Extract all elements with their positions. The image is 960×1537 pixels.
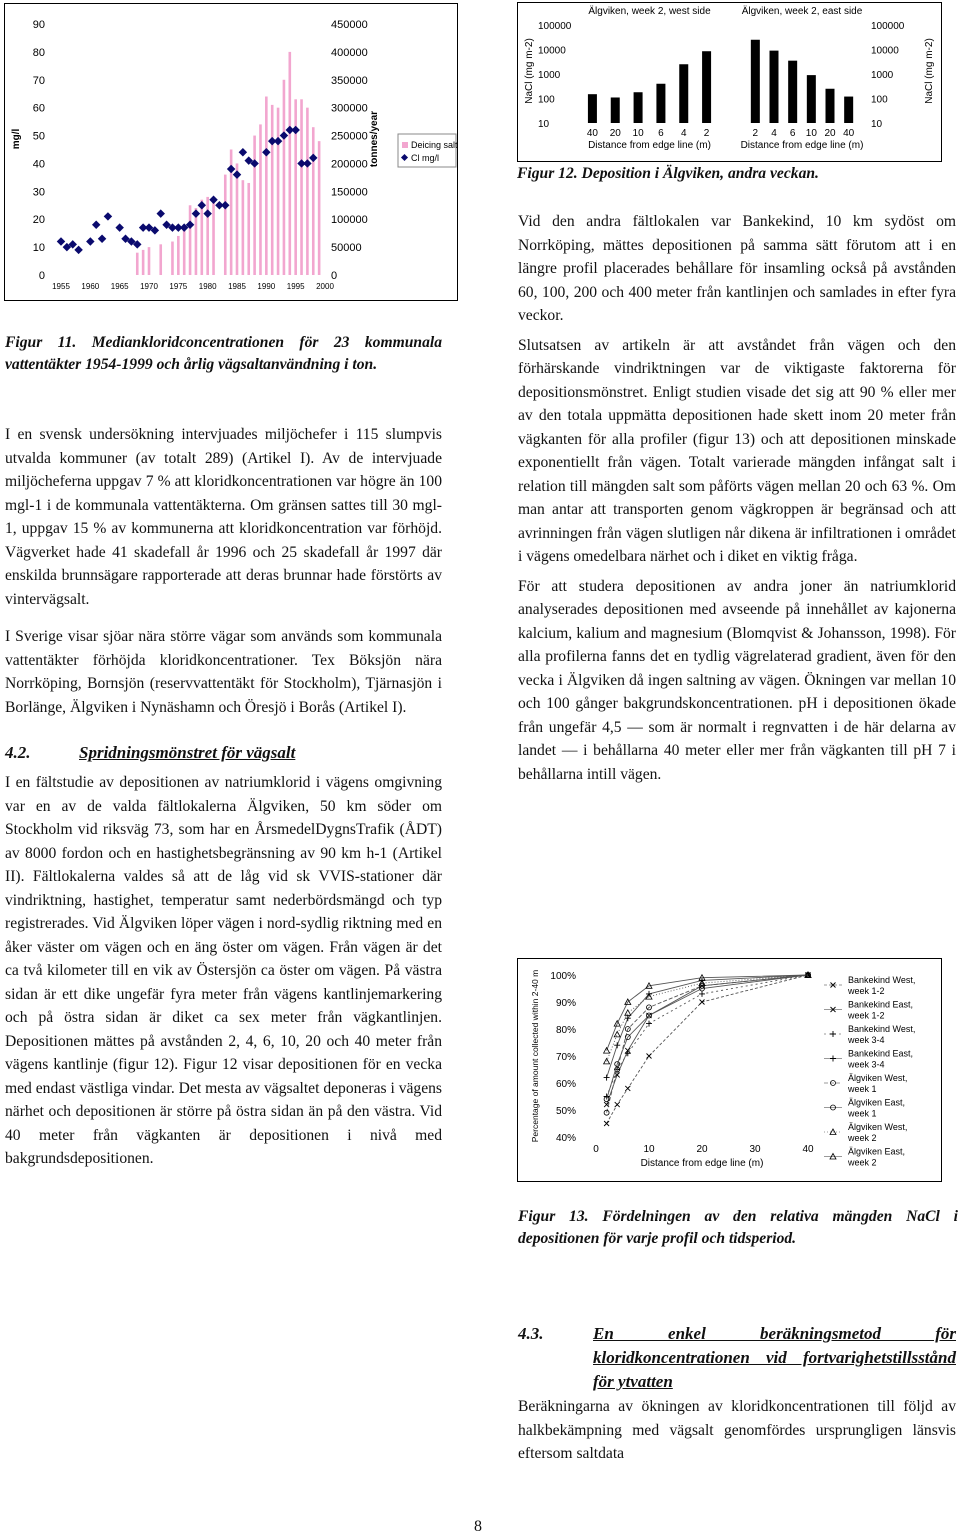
page-number: 8 <box>474 1518 482 1535</box>
fig13-legend-label: week 1-2 <box>848 1010 885 1021</box>
x-tick-label: 1960 <box>81 282 100 291</box>
cl-point <box>303 159 311 167</box>
legend-swatch-salt <box>402 142 408 148</box>
fig13-legend-label: Älgviken West, <box>848 1122 908 1132</box>
cl-point <box>203 209 211 217</box>
fig13-legend-marker <box>830 1056 836 1062</box>
cl-point <box>74 246 82 254</box>
left-tick-label: 20 <box>32 214 45 227</box>
cl-point <box>115 223 123 231</box>
x-tick-label: 1955 <box>52 282 70 291</box>
fig13-x-tick: 30 <box>749 1144 761 1155</box>
right-para-3: För att studera depositionen av andra joner än natriumklorid analyserades depositionen med avseende på innehållet av kajonerna kalcium, kalium and magnesium (Blomqvist & Johansson, 1998). För alla profilerna fanns det en tydlig vägrelaterad gradient, även för den vecka i Älgviken då ingen saltning av vägen. Ökningen var mellan 10 och 100 gånger bakgrundskoncentrationen. pH i depositionen ökade från ungefär 4,5 — som är normalt i regnvatten i de här delarna av landet — i behållarna 40 meter eller mer från vägkanten till pH 7 i behållarna intill vägen. <box>518 577 956 783</box>
salt-bar <box>201 200 204 275</box>
fig13-series-line <box>607 975 808 1105</box>
fig13-legend-label: Älgviken East, <box>848 1097 906 1108</box>
fig13-legend-label: week 3-4 <box>848 1035 885 1045</box>
heading-title: En enkel beräkningsmetod för kloridkoncentrationen vid fortvarighetstillsstånd för ytvatten <box>593 1324 956 1391</box>
cl-point <box>192 209 200 217</box>
fig12-x-tick: 40 <box>586 128 598 139</box>
salt-bar <box>277 108 280 275</box>
right-column-top <box>518 210 956 800</box>
salt-bar <box>271 105 274 275</box>
legend-label-salt: Deicing salt <box>411 140 457 150</box>
right-tick-label: 450000 <box>331 19 368 31</box>
salt-bar <box>300 99 303 275</box>
left-tick-label: 70 <box>32 74 45 87</box>
fig12-x-tick: 20 <box>609 128 621 139</box>
fig13-y-tick: 70% <box>555 1052 576 1063</box>
x-tick-label: 1970 <box>140 282 158 291</box>
left-para-1: I en svensk undersökning intervjuades miljöchefer i 115 slumpvis utvalda kommuner (av totalt 289) (Artikel I). Av de intervjuade miljöcheferna uppgav 7 % att kloridkoncentrationen var högre än 100 mgl-1 i de kommunala vattentäkterna. Om gränsen sattes till 30 mgl-1, uppgav 15 % av kommunerna att kloridkoncentration var förhöjd. Vägverket hade 41 skadefall år 1996 och 25 skadefall år 1997 där enskilda brunnsägare rapporterade att deras brunnar hade förstörts av vintervägsalt. <box>5 426 442 608</box>
fig12-bar <box>611 97 620 123</box>
fig12-left-ylabel: NaCl (mg m-2) <box>524 38 535 104</box>
fig13-y-tick: 90% <box>555 998 576 1009</box>
salt-bar <box>142 250 145 275</box>
fig11-caption: Figur 11. Mediankloridconcentrationen för 23 kommunala vattentäkter 1954-1999 och årlig vägsaltanvändning i ton. <box>5 334 442 373</box>
fig13-point <box>604 1121 609 1126</box>
fig12-x-tick: 4 <box>680 128 687 139</box>
heading-title: Spridningsmönstret för vägsalt <box>79 743 296 762</box>
x-tick-label: 1985 <box>228 282 246 291</box>
salt-bar <box>259 124 262 275</box>
fig12-caption: Figur 12. Deposition i Älgviken, andra veckan. <box>517 165 819 182</box>
fig12-x-tick: 6 <box>789 128 796 139</box>
cl-point <box>227 165 235 173</box>
right-tick-label: 350000 <box>331 74 368 87</box>
left-tick-label: 40 <box>32 158 45 171</box>
right-para-2: Slutsatsen av artikeln är att avståndet från vägen och den förhärskande vindriktningen var de viktigaste faktorerna för depositionsmönstret. Enligt studien visade det sig att 90 % eller mer av den totala uppmätta depositionen hade skett inom 20 meter från vägkanten för alla profiler (figur 13) och att depositionen minskade exponentiellt från vägen. Totalt varierade mängden infångat salt i relation till mängden salt som påförts vägen mellan 20 och 63 %. Om man antar att transporten genom vägkroppen är begränsad och att avrinningen från vägen slutligen når dikena är infiltrationen i området i vägens omedelbara närhet och i diket en viktig fråga. <box>518 336 956 565</box>
fig13-legend-label: Bankekind East, <box>848 1048 914 1059</box>
fig13-x-tick: 40 <box>802 1144 814 1155</box>
fig12-left-tick: 100000 <box>538 21 572 32</box>
salt-bar <box>253 136 256 275</box>
right-tick-label: 400000 <box>331 46 368 59</box>
salt-bar <box>283 80 286 275</box>
cl-point <box>309 154 317 162</box>
salt-bar <box>212 200 215 275</box>
cl-point <box>57 237 65 245</box>
fig13-point <box>625 1086 630 1091</box>
cl-point <box>209 195 217 203</box>
salt-bar <box>306 108 309 275</box>
salt-bar <box>206 197 209 275</box>
section-heading-4-3 <box>518 1322 956 1394</box>
fig12-bar <box>656 84 665 123</box>
fig13-legend-label: week 1 <box>848 1108 877 1119</box>
fig13-legend-label: Bankekind West, <box>848 1024 916 1034</box>
fig12-right-tick: 100 <box>871 94 888 106</box>
right-tick-label: 300000 <box>331 102 368 115</box>
fig13-y-tick: 40% <box>555 1133 576 1144</box>
right-axis-label: tonnes/year <box>369 110 380 168</box>
salt-bar <box>242 180 245 275</box>
salt-bar <box>183 225 186 275</box>
fig12-bar <box>679 64 688 123</box>
x-tick-label: 1965 <box>110 282 129 291</box>
fig13-series-line <box>607 975 808 1124</box>
cl-point <box>280 131 288 139</box>
fig11-svg <box>5 4 457 300</box>
fig12-x-tick: 6 <box>658 128 664 139</box>
fig13-y-tick: 80% <box>555 1025 576 1036</box>
left-tick-label: 90 <box>32 19 45 31</box>
fig12-x-tick: 4 <box>771 128 777 139</box>
right-tick-label: 0 <box>331 270 338 282</box>
fig13-x-tick: 20 <box>696 1144 708 1155</box>
fig13-legend-label: Älgviken West, <box>848 1073 908 1083</box>
salt-bar <box>247 183 250 275</box>
salt-bar <box>236 163 239 275</box>
fig13-legend-label: week 1 <box>848 1084 877 1094</box>
left-tick-label: 0 <box>38 270 45 282</box>
fig12-svg <box>518 3 941 161</box>
right-tick-label: 100000 <box>331 214 368 227</box>
fig13-y-tick: 60% <box>555 1079 576 1090</box>
right-tick-label: 250000 <box>331 130 368 143</box>
fig13-legend-label: week 3-4 <box>848 1059 885 1070</box>
salt-bar <box>289 52 292 275</box>
fig13-point <box>615 1102 620 1107</box>
fig12-bar <box>770 51 779 123</box>
fig12-x-tick: 40 <box>843 128 855 139</box>
x-tick-label: 1980 <box>198 282 217 291</box>
cl-point <box>98 235 106 243</box>
fig12-bar <box>634 92 643 123</box>
left-column <box>5 423 442 1185</box>
legend-label-cl: Cl mg/l <box>411 153 440 163</box>
cl-point <box>198 201 206 209</box>
fig11-chart <box>4 3 458 301</box>
fig12-x-tick: 2 <box>752 128 759 139</box>
x-tick-label: 2000 <box>316 282 334 291</box>
salt-bar <box>294 99 297 275</box>
fig13-legend-label: week 2 <box>848 1133 877 1143</box>
fig12-x-tick: 10 <box>632 128 644 139</box>
salt-bar <box>224 175 227 275</box>
fig12-x-tick: 10 <box>805 128 817 139</box>
fig13-legend-label: Bankekind West, <box>848 975 916 985</box>
fig12-bar <box>844 97 853 123</box>
fig13-legend-label: week 1-2 <box>848 986 885 996</box>
fig12-right-tick: 1000 <box>871 70 894 81</box>
fig13-point <box>604 1075 610 1081</box>
fig13-x-tick: 0 <box>593 1144 599 1155</box>
fig13-legend-label: week 2 <box>848 1157 877 1168</box>
fig13-legend-marker <box>830 1031 836 1037</box>
fig13-point <box>647 1054 652 1059</box>
cl-point <box>262 148 270 156</box>
fig13-point <box>614 1031 620 1037</box>
fig12-right-tick: 100000 <box>871 21 905 32</box>
x-tick-label: 1995 <box>286 282 305 291</box>
fig13-legend-label: Bankekind East, <box>848 999 914 1010</box>
fig12-bar <box>588 94 597 123</box>
fig12-right-ylabel: NaCl (mg m-2) <box>924 38 935 104</box>
fig12-right-tick: 10000 <box>871 45 899 57</box>
heading-number: 4.3. <box>518 1324 544 1343</box>
salt-bar <box>195 208 198 275</box>
fig13-ylabel: Percentage of amount collected within 2-40 m <box>530 969 540 1143</box>
fig12-panel-title: Älgviken, week 2, east side <box>741 6 863 17</box>
fig12-panel-title: Älgviken, week 2, west side <box>588 6 711 17</box>
cl-point <box>239 148 247 156</box>
fig13-legend-label: Älgviken East, <box>848 1146 906 1157</box>
cl-point <box>291 126 299 134</box>
fig13-xlabel: Distance from edge line (m) <box>640 1158 764 1169</box>
salt-bar <box>148 247 151 275</box>
fig13-chart <box>517 958 942 1182</box>
cl-point <box>274 137 282 145</box>
fig13-series-line <box>607 975 808 1099</box>
right-tick-label: 200000 <box>331 158 368 171</box>
fig12-left-tick: 10 <box>538 119 550 130</box>
fig12-chart <box>517 2 942 162</box>
fig12-bar <box>788 61 797 123</box>
cl-point <box>233 170 241 178</box>
cl-point <box>104 212 112 220</box>
right-para-4: Beräkningarna av ökningen av kloridkoncentrationen till följd av halkbekämpning med vägsalt genomfördes ursprungligen länsvis eftersom saltdata <box>518 1398 956 1462</box>
fig13-point <box>625 1010 631 1016</box>
fig13-caption: Figur 13. Fördelningen av den relativa mängden NaCl i depositionen för varje profil och tidsperiod. <box>518 1208 958 1247</box>
right-tick-label: 150000 <box>331 186 368 199</box>
fig13-svg <box>518 959 941 1181</box>
x-tick-label: 1990 <box>257 282 276 291</box>
left-para-2: I Sverige visar sjöar nära större vägar som används som kommunala vattentäkter förhöjda kloridkoncentrationer. Tex Böksjön nära Norrköping, Bornsjön (reservvattentäkt för Stockholm), Tjärnasjön i Borlänge, Älgviken i Nynäshamn och Öresjö i Borås (Artikel I). <box>5 628 442 716</box>
fig12-bar <box>826 89 835 123</box>
left-tick-label: 60 <box>32 102 45 115</box>
fig12-left-tick: 10000 <box>538 45 566 57</box>
right-para-1: Vid den andra fältlokalen var Bankekind, 10 km sydöst om Norrköping, mättes depositionen på samma sätt förutom att i en längre profil placerades behållare för insamling också på avstånden 60, 100, 200 och 400 meter från kantlinjen och samlades in efter fyra veckor. <box>518 213 956 324</box>
cl-point <box>92 221 100 229</box>
salt-bar <box>136 253 139 275</box>
salt-bar <box>177 236 180 275</box>
fig13-point <box>646 1021 652 1027</box>
fig13-y-tick: 100% <box>550 971 576 982</box>
fig12-bar <box>702 51 711 123</box>
salt-bar <box>189 205 192 275</box>
left-para-3: I en fältstudie av depositionen av natriumklorid i vägens omgivning var en av de valda fältlokalerna Älgviken, 50 km söder om Stockholm vid riksväg 73, som har en ÅrsmedelDygnsTrafik (ÅDT) av 8000 fordon och en hastighetsbegränsning av 90 km h-1 (Artikel II). Fältlokalerna valdes så att de låg vid sk VVIS-stationer där vindriktning, hastighet, temperatur samt nederbördsmängd och typ registrerades. Vid Älgviken löper vägen i nord-sydlig riktning med en åker väster om vägen och en äng öster om vägen. Från vägen är det ca två kilometer till en vik av Östersjön ca öster om vägen. På västra sidan är ett dike ungefär fyra meter från vägens kantlinjemarkering och på östra sidan är diket ca sex meter från vägkantlinjen. Depositionen mättes på avstånden 2, 4, 6, 10, 20 och 40 meter från vägens kantlinje (figur 12). Figur 12 visar depositionen för en vecka med endast västliga vindar. Det mesta av vägsaltet deponeras i vägens närhet och depositionen är större på östra sidan än på den västra. Vid 40 meter från vägkanten är depositionen i nivå med bakgrundsdepositionen. <box>5 774 442 1167</box>
fig12-x-tick: 20 <box>824 128 836 139</box>
fig13-series-line <box>607 975 808 1078</box>
heading-number: 4.2. <box>5 743 31 762</box>
fig12-left-tick: 100 <box>538 94 555 106</box>
salt-bar <box>312 127 315 275</box>
fig12-right-tick: 10 <box>871 119 883 130</box>
fig13-x-tick: 10 <box>643 1144 655 1155</box>
fig13-y-tick: 50% <box>555 1106 576 1117</box>
left-tick-label: 80 <box>32 46 45 59</box>
cl-point <box>156 209 164 217</box>
left-tick-label: 30 <box>32 186 45 199</box>
left-tick-label: 10 <box>32 242 45 255</box>
salt-bar <box>159 244 162 275</box>
fig12-left-tick: 1000 <box>538 70 561 81</box>
cl-point <box>86 237 94 245</box>
fig13-point <box>614 1042 620 1048</box>
salt-bar <box>265 97 268 275</box>
fig12-bar <box>751 40 760 123</box>
fig13-point <box>699 991 705 997</box>
cl-point <box>221 201 229 209</box>
fig12-x-label: Distance from edge line (m) <box>740 140 864 151</box>
left-axis-label: mg/l <box>11 128 22 150</box>
right-tick-label: 50000 <box>331 242 362 255</box>
fig12-bar <box>807 75 816 123</box>
salt-bar <box>318 141 321 275</box>
salt-bar <box>171 242 174 275</box>
section-heading-4-2 <box>5 741 442 765</box>
fig13-series-line <box>607 975 808 1051</box>
left-tick-label: 50 <box>32 130 45 143</box>
fig12-x-label: Distance from edge line (m) <box>588 140 711 151</box>
fig12-x-tick: 2 <box>703 128 710 139</box>
x-tick-label: 1975 <box>169 282 188 291</box>
